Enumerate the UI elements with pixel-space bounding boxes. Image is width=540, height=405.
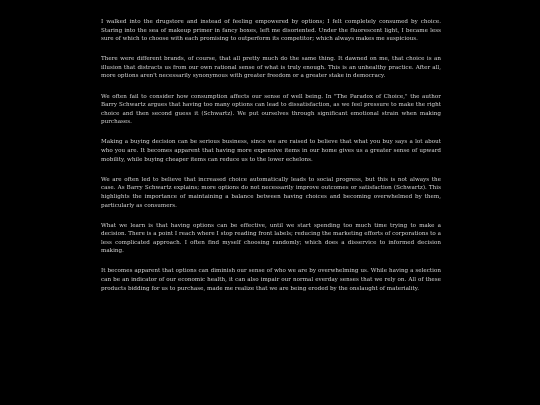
paragraph-6: What we learn is that having options can be effective, until we start spending too much time trying to make a decision. There is a point I reach where I stop reading front labels; reducing the marketing efforts of corporations to a less complicated approach. I often find myself choosing randomly; which does a disservice to informed decision making. xyxy=(101,222,441,255)
paragraph-1: I walked into the drugstore and instead of feeling empowered by options; I felt completely consumed by choice. Staring into the sea of makeup primer in fancy boxes, left me disoriented. Under the fluorescent light, I became less sure of which to choose with each promising to outperform its competitor; which always makes me suspicious. xyxy=(101,19,441,43)
paragraph-7: It becomes apparent that options can diminish our sense of who we are by overwhelming us. While having a selection can be an indicator of our economic health, it can also impair our normal everday senses that we rely on. All of these products bidding for us to purchase, made me realize that we are being eroded by the onslaught of materiality. xyxy=(101,268,441,292)
paragraph-2: There were different brands, of course, that all pretty much do the same thing. It dawned on me, that choice is an illusion that distracts us from our own rational sense of what is truly enough. This is an unhealthy practice. After all, more options aren't necessarily synonymous with greater freedom or a greater stake in democracy. xyxy=(101,56,441,80)
essay-body xyxy=(101,18,441,305)
paragraph-4: Making a buying decision can be serious business, since we are raised to believe that what you buy says a lot about who you are. It becomes apparent that having more expensive items in our home gives us a greater sense of upward mobility, while buying cheaper items can reduce us to the lower echelons. xyxy=(101,139,441,163)
paragraph-3: We often fail to consider how consumption affects our sense of well being. In "The Paradox of Choice," the author Barry Schwartz argues that having too many options can lead to dissatisfaction, as we feel pressure to make the right choice and then second guess it (Schwartz). We put ourselves through significant emotional strain when making purchases. xyxy=(101,93,441,126)
paragraph-5: We are often led to believe that increased choice automatically leads to social progress, but this is not always the case. As Barry Schwartz explains; more options do not necessarily improve outcomes or satisfaction (Schwartz). This highlights the importance of maintaining a balance between having choices and becoming overwhelmed by them, particularly as consumers. xyxy=(101,176,441,209)
